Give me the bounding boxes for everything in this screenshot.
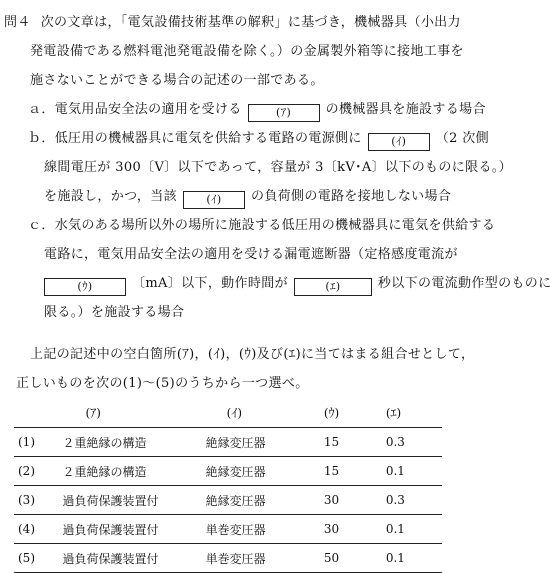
- cell-d: 0.1: [385, 544, 442, 573]
- choice-number: (5): [14, 544, 62, 573]
- table-row[interactable]: [14, 544, 442, 573]
- item-b: ｂ．低圧用の機械器具に電気を供給する電路の電源側に (ｲ) （2 次側: [28, 128, 489, 150]
- item-b-line-3: を施設し，かつ，当該 (ｲ) の負荷側の電路を接地しない場合: [44, 186, 451, 208]
- cell-c: 15: [323, 428, 385, 457]
- header-d: (ｴ): [385, 405, 402, 420]
- cell-d: 0.3: [385, 486, 442, 515]
- cell-d: 0.1: [385, 515, 442, 544]
- cell-d: 0.1: [385, 457, 442, 486]
- item-b-line-2: 線間電圧が 300〔V〕以下であって，容量が 3〔kV･A〕以下のものに限る。）: [44, 160, 513, 175]
- header-b: (ｲ): [226, 405, 243, 420]
- cell-b: 単巻変圧器: [205, 544, 323, 573]
- prompt-line-1: 上記の記述中の空白箇所(ｱ)，(ｲ)，(ｳ)及び(ｴ)に当てはまる組合せとして，: [30, 347, 475, 362]
- question-line-1: [4, 12, 461, 34]
- cell-a: 過負荷保護装置付: [62, 486, 205, 515]
- answer-table-header: [14, 397, 442, 428]
- item-c-line-2: 電路に，電気用品安全法の適用を受ける漏電遮断器（定格感度電流が: [44, 247, 458, 262]
- table-row[interactable]: [14, 486, 442, 515]
- cell-c: 30: [323, 486, 385, 515]
- table-row[interactable]: [14, 515, 442, 544]
- question-number: 問４: [4, 15, 31, 30]
- cell-a: 過負荷保護装置付: [62, 544, 205, 573]
- item-c-line-4: 限る。）を施設する場合: [44, 305, 185, 320]
- table-row[interactable]: [14, 457, 442, 486]
- choice-number: (2): [14, 457, 62, 486]
- blank-b-box-repeat: (ｲ): [183, 191, 245, 209]
- blank-a-box: (ｱ): [248, 104, 320, 122]
- choice-number: (3): [14, 486, 62, 515]
- cell-b: 絶縁変圧器: [205, 457, 323, 486]
- question-text: 次の文章は，「電気設備技術基準の解釈」に基づき，機械器具（小出力: [40, 15, 461, 30]
- blank-c-box: (ｳ): [44, 278, 126, 296]
- choice-number: (4): [14, 515, 62, 544]
- cell-c: 50: [323, 544, 385, 573]
- cell-c: 15: [323, 457, 385, 486]
- cell-a: ２重絶縁の構造: [62, 457, 205, 486]
- table-row[interactable]: [14, 428, 442, 457]
- choice-number: (1): [14, 428, 62, 457]
- question-line-3: 施さないことができる場合の記述の一部である。: [30, 73, 324, 88]
- cell-a: 過負荷保護装置付: [62, 515, 205, 544]
- question-line-2: 発電設備である燃料電池発電設備を除く。）の金属製外箱等に接地工事を: [30, 44, 464, 59]
- header-c: (ｳ): [323, 405, 340, 420]
- item-c-line-3: (ｳ) 〔mA〕以下，動作時間が (ｴ) 秒以下の電流動作型のものに: [44, 273, 551, 295]
- answer-table: [14, 397, 442, 573]
- cell-d: 0.3: [385, 428, 442, 457]
- item-a: ａ．電気用品安全法の適用を受ける (ｱ) の機械器具を施設する場合: [28, 99, 486, 121]
- blank-d-box: (ｴ): [294, 278, 372, 296]
- item-c: ｃ．水気のある場所以外の場所に施設する低圧用の機械器具に電気を供給する: [28, 218, 496, 233]
- cell-a: ２重絶縁の構造: [62, 428, 205, 457]
- cell-b: 単巻変圧器: [205, 515, 323, 544]
- prompt-line-2: 正しいものを次の(1)～(5)のうちから一つ選べ。: [16, 376, 309, 391]
- cell-b: 絶縁変圧器: [205, 428, 323, 457]
- header-choice: [14, 397, 62, 428]
- header-a: (ｱ): [85, 405, 101, 420]
- cell-c: 30: [323, 515, 385, 544]
- cell-b: 絶縁変圧器: [205, 486, 323, 515]
- blank-b-box: (ｲ): [368, 133, 430, 151]
